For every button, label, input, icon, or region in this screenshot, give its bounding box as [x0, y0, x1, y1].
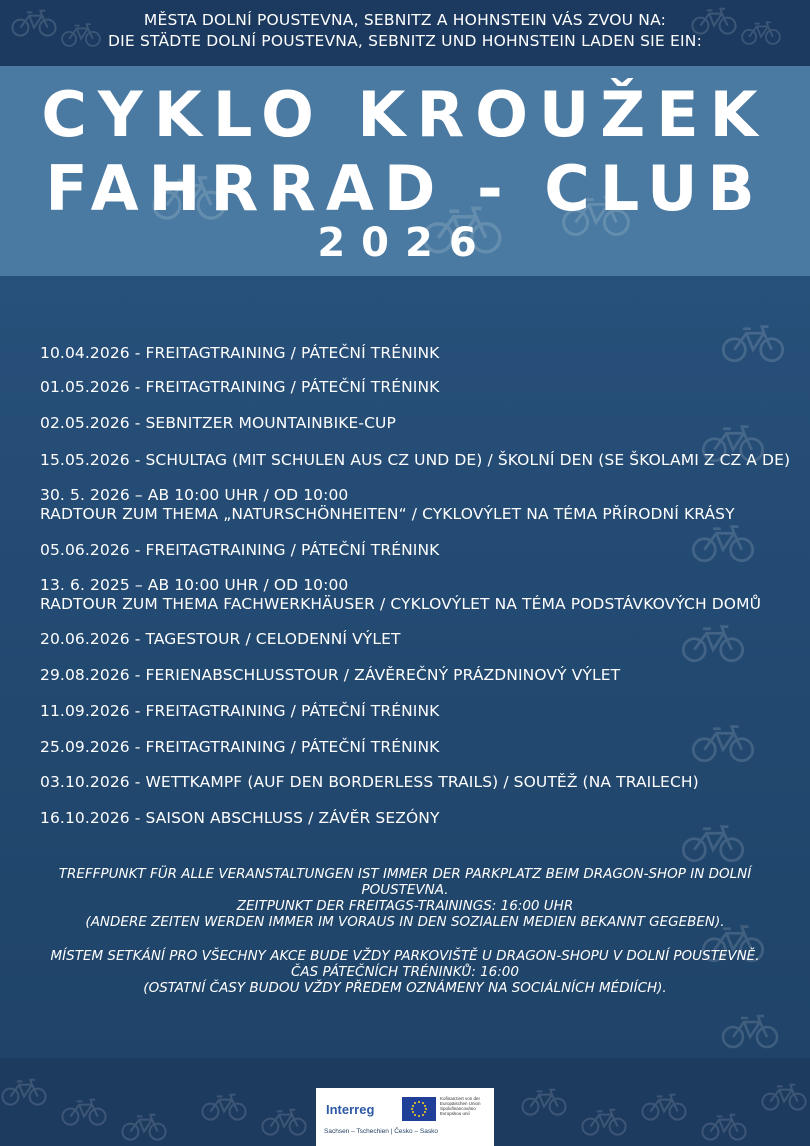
bicycle-icon — [120, 1110, 168, 1142]
event-text: 29.08.2026 - FERIENABSCHLUSSTOUR / ZÁVĚREČNÝ PRÁZDNINOVÝ VÝLET — [40, 666, 621, 684]
event-text: 16.10.2026 - SAISON ABSCHLUSS / ZÁVĚR SEZÓNY — [40, 809, 440, 827]
event-text: 03.10.2026 - WETTKAMPF (AUF DEN BORDERLESS TRAILS) / SOUTĚŽ (NA TRAILECH) — [40, 773, 699, 791]
invitation-text — [0, 10, 810, 52]
interreg-subtitle: Sachsen – Tschechien | Česko – Sasko — [324, 1128, 438, 1135]
note-line: ZEITPUNKT DER FREITAGS-TRAININGS: 16:00 UHR — [236, 898, 574, 914]
bicycle-icon — [580, 1105, 628, 1137]
interreg-wordmark: Interreg — [326, 1102, 375, 1117]
note-line: TREFFPUNKT FÜR ALLE VERANSTALTUNGEN IST IMMER DER PARKPLATZ BEIM DRAGON-SHOP IN DOLNÍ POUSTEVNA. — [58, 866, 752, 898]
event-item — [40, 378, 439, 397]
event-item — [40, 451, 790, 470]
meeting-note-cz — [40, 948, 770, 996]
note-line: (ANDERE ZEITEN WERDEN IMMER IM VORAUS IN DEN SOZIALEN MEDIEN BEKANNT GEGEBEN). — [85, 914, 725, 930]
event-item — [40, 738, 439, 757]
event-item — [40, 486, 735, 524]
bicycle-icon — [200, 1090, 248, 1122]
event-text: 15.05.2026 - SCHULTAG (MIT SCHULEN AUS CZ UND DE) / ŠKOLNÍ DEN (SE ŠKOLAMI Z CZ A DE) — [40, 451, 791, 469]
bicycle-icon — [720, 1010, 780, 1050]
event-text: 05.06.2026 - FREITAGTRAINING / PÁTEČNÍ TRÉNINK — [40, 541, 440, 559]
bicycle-icon — [680, 820, 746, 864]
event-item — [40, 809, 440, 828]
event-text: 30. 5. 2026 – AB 10:00 UHR / OD 10:00 — [40, 486, 349, 504]
event-item — [40, 414, 396, 433]
eu-flag-icon — [402, 1097, 436, 1121]
event-text: 20.06.2026 - TAGESTOUR / CELODENNÍ VÝLET — [40, 630, 401, 648]
bicycle-icon — [700, 1110, 748, 1142]
bicycle-icon — [60, 1095, 108, 1127]
interreg-logo — [316, 1088, 494, 1146]
bicycle-icon — [260, 1105, 308, 1137]
bicycle-icon — [760, 1080, 808, 1112]
event-item — [40, 541, 439, 560]
event-text: 02.05.2026 - SEBNITZER MOUNTAINBIKE-CUP — [40, 414, 396, 432]
bicycle-icon — [640, 1090, 688, 1122]
bicycle-icon — [520, 1085, 568, 1117]
note-line: ČAS PÁTEČNÍCH TRÉNINKŮ: 16:00 — [291, 964, 519, 980]
title-cz: CYKLO KROUŽEK — [41, 78, 769, 151]
bicycle-icon — [0, 1075, 48, 1107]
event-text: 01.05.2026 - FREITAGTRAINING / PÁTEČNÍ TRÉNINK — [40, 378, 440, 396]
event-text: 25.09.2026 - FREITAGTRAINING / PÁTEČNÍ TRÉNINK — [40, 738, 440, 756]
title-de: FAHRRAD - CLUB — [45, 152, 765, 225]
bicycle-icon — [680, 620, 746, 664]
event-item — [40, 344, 439, 363]
event-text: 11.09.2026 - FREITAGTRAINING / PÁTEČNÍ TRÉNINK — [40, 702, 440, 720]
event-text: 13. 6. 2025 – AB 10:00 UHR / OD 10:00 — [40, 576, 349, 594]
bicycle-icon — [720, 320, 786, 364]
event-text-2: RADTOUR ZUM THEMA FACHWERKHÄUSER / CYKLOVÝLET NA TÉMA PODSTÁVKOVÝCH DOMŮ — [40, 595, 762, 613]
event-item — [40, 773, 699, 792]
invitation-line-cz: MĚSTA DOLNÍ POUSTEVNA, SEBNITZ A HOHNSTEIN VÁS ZVOU NA: — [143, 11, 667, 29]
eu-cofunding-text: Kofinanziert von der Europäischen Union Spolufinancováno Evropskou unií — [440, 1096, 481, 1116]
event-text-2: RADTOUR ZUM THEMA „NATURSCHÖNHEITEN“ / CYKLOVÝLET NA TÉMA PŘÍRODNÍ KRÁSY — [40, 505, 735, 523]
title-year: 2026 — [317, 220, 493, 266]
meeting-note-de — [40, 866, 770, 930]
bicycle-icon — [690, 720, 756, 764]
event-item — [40, 576, 761, 614]
invitation-line-de: DIE STÄDTE DOLNÍ POUSTEVNA, SEBNITZ UND HOHNSTEIN LADEN SIE EIN: — [107, 32, 703, 50]
note-line: MÍSTEM SETKÁNÍ PRO VŠECHNY AKCE BUDE VŽDY PARKOVIŠTĚ U DRAGON-SHOPU V DOLNÍ POUSTEVNĚ. — [50, 948, 760, 964]
bicycle-icon — [690, 520, 756, 564]
event-text: 10.04.2026 - FREITAGTRAINING / PÁTEČNÍ TRÉNINK — [40, 344, 440, 362]
event-item — [40, 702, 439, 721]
event-item — [40, 666, 620, 685]
note-line: (OSTATNÍ ČASY BUDOU VŽDY PŘEDEM OZNÁMENY NA SOCIÁLNÍCH MÉDIÍCH). — [143, 980, 667, 996]
event-item — [40, 630, 401, 649]
